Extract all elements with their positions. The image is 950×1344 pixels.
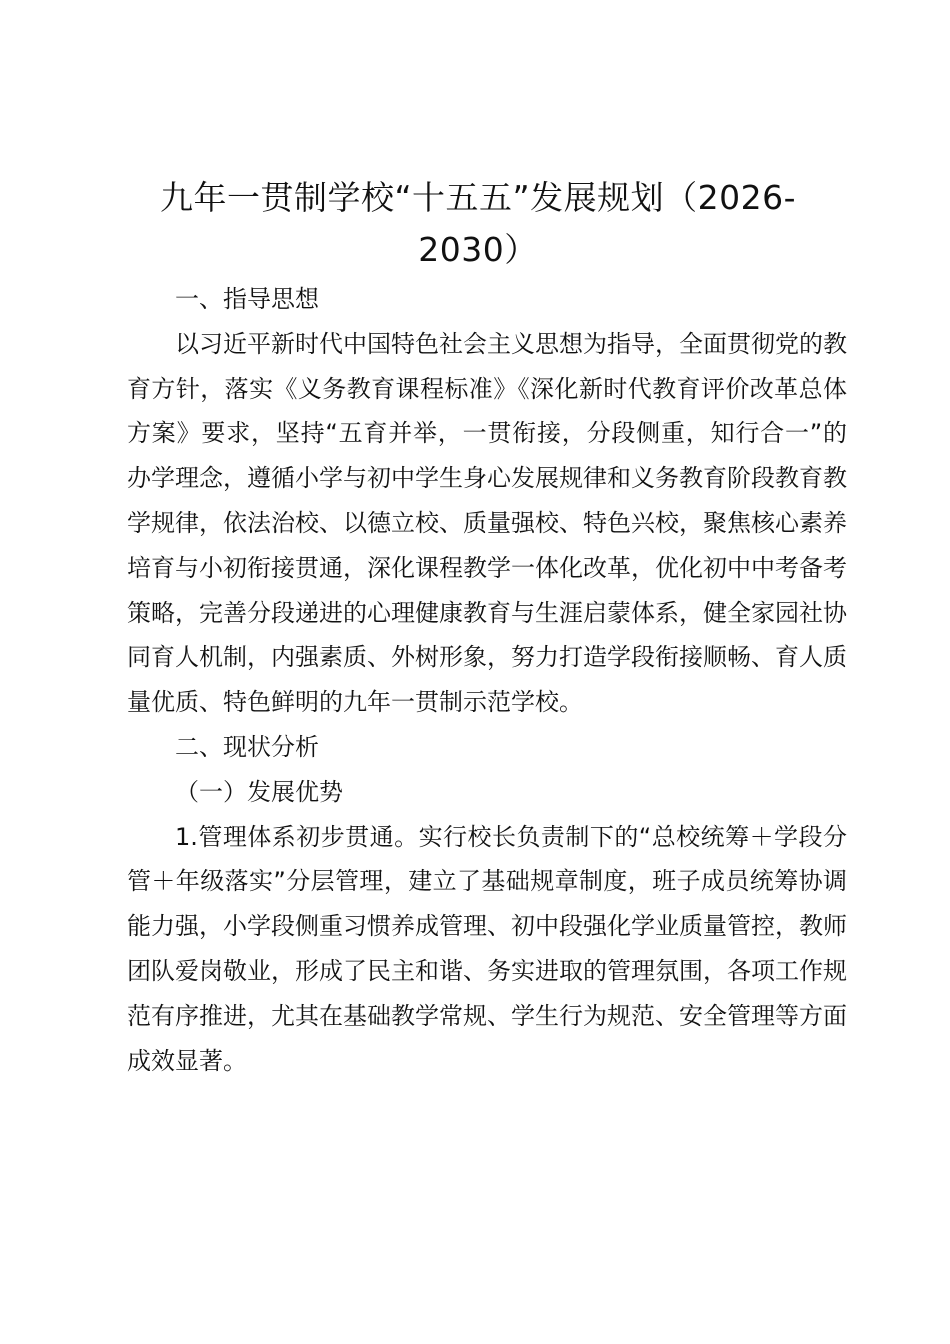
paragraph-guiding-ideology: 以习近平新时代中国特色社会主义思想为指导，全面贯彻党的教育方针，落实《义务教育课程标准》《深化新时代教育评价改革总体方案》要求，坚持“五育并举，一贯衔接，分段侧重，知行合一”的办学理念，遵循小学与初中学生身心发展规律和义务教育阶段教育教学规律，依法治校、以德立校、质量强校、特色兴校，聚焦核心素养培育与小初衔接贯通，深化课程教学一体化改革，优化初中中考备考策略，完善分段递进的心理健康教育与生涯启蒙体系，健全家园社协同育人机制，内强素质、外树形象，努力打造学段衔接顺畅、育人质量优质、特色鲜明的九年一贯制示范学校。 (127, 329, 847, 717)
section-heading-status-analysis: 二、现状分析 (175, 732, 319, 761)
paragraph-management-system: 1.管理体系初步贯通。实行校长负责制下的“总校统筹＋学段分管＋年级落实”分层管理，建立了基础规章制度，班子成员统筹协调能力强，小学段侧重习惯养成管理、初中段强化学业质量管控，教师团队爱岗敬业，形成了民主和谐、务实进取的管理氛围，各项工作规范有序推进，尤其在基础教学常规、学生行为规范、安全管理等方面成效显著。 (127, 822, 847, 1075)
document-body (127, 277, 847, 1083)
section-heading-guiding-ideology: 一、指导思想 (175, 285, 319, 313)
document-title: 九年一贯制学校“十五五”发展规划（2026-2030） (159, 178, 797, 269)
subsection-heading-advantages: （一）发展优势 (175, 777, 343, 806)
